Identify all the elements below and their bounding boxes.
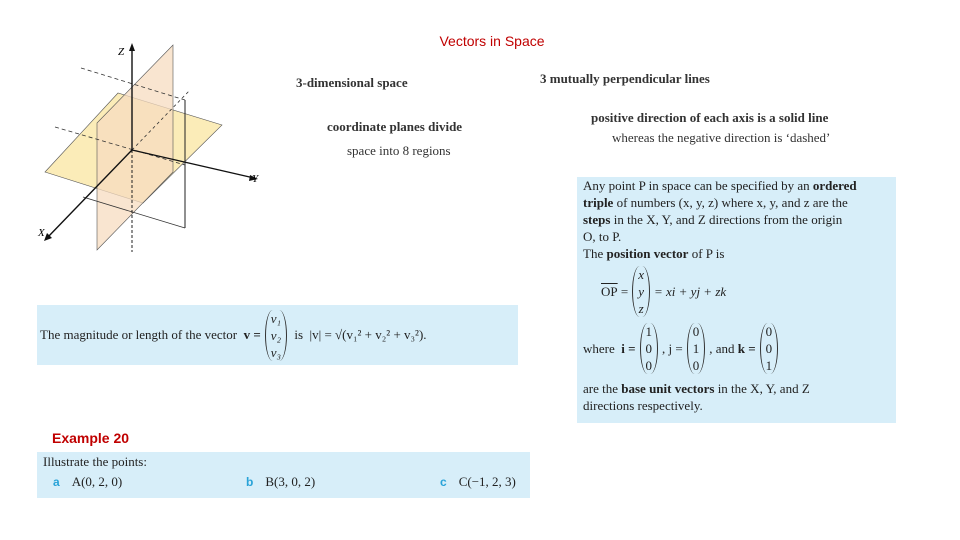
- text: in the X, Y, and Z: [717, 381, 810, 396]
- label-planes-2: space into 8 regions: [347, 143, 451, 158]
- text: directions respectively.: [583, 398, 703, 413]
- label-planes-1: coordinate planes divide: [327, 119, 463, 134]
- text: of P is: [691, 246, 725, 261]
- text: k =: [737, 341, 756, 356]
- label-3d-space: 3-dimensional space: [296, 75, 408, 90]
- text: of numbers (x, y, z) where x, y, and z are the: [616, 195, 848, 210]
- label-perpendicular-lines: 3 mutually perpendicular lines: [540, 71, 710, 86]
- j-vector: 0 1 0: [687, 323, 706, 374]
- magnitude-formula: |v| = √(v₁² + v₂² + v₃²).: [309, 327, 427, 342]
- example-heading: Example 20: [52, 430, 130, 446]
- text: in the X, Y, and Z directions from the origin: [613, 212, 843, 227]
- text: triple: [583, 195, 614, 210]
- text: position vector: [606, 246, 689, 261]
- position-vector-box: [577, 177, 896, 423]
- xyz-column-vector: x y z: [632, 266, 650, 317]
- text: steps: [583, 212, 611, 227]
- i-vector: 1 0 0: [640, 323, 659, 374]
- x-axis-label: X: [38, 227, 45, 239]
- label-direction-1: positive direction of each axis is a solid line: [591, 110, 829, 125]
- magnitude-box: [37, 305, 518, 365]
- text: i =: [621, 341, 636, 356]
- slide-title: Vectors in Space: [439, 33, 545, 49]
- text: Any point P in space can be specified by an: [583, 178, 810, 193]
- example-item: b B(3, 0, 2): [246, 474, 316, 489]
- text: where: [583, 341, 615, 356]
- text: = xi + yj + zk: [654, 284, 727, 299]
- y-axis-label: Y: [252, 173, 259, 185]
- text: v =: [243, 327, 261, 342]
- k-vector: 0 0 1: [760, 323, 779, 374]
- example-item: a A(0, 2, 0): [53, 474, 123, 489]
- example-prompt: Illustrate the points:: [43, 454, 147, 469]
- text: base unit vectors: [621, 381, 715, 396]
- op-vector: $\overline{OP}$: [601, 284, 618, 299]
- example-item: c C(−1, 2, 3): [440, 474, 516, 489]
- label-direction-2: whereas the negative direction is ‘dashed’: [612, 130, 831, 145]
- text: ordered: [812, 178, 857, 193]
- z-axis-label: Z: [118, 46, 125, 58]
- text: O, to P.: [583, 229, 622, 244]
- text: =: [620, 284, 629, 299]
- coordinate-axes-figure: [30, 38, 270, 258]
- text: , j =: [662, 341, 683, 356]
- text: are the: [583, 381, 619, 396]
- text: The magnitude or length of the vector: [40, 327, 238, 342]
- text: , and: [709, 341, 735, 356]
- text: The: [583, 246, 604, 261]
- text: is: [294, 327, 303, 342]
- v-column-vector: v₁ v₂ v₃: [265, 310, 287, 361]
- example-box: [37, 452, 530, 498]
